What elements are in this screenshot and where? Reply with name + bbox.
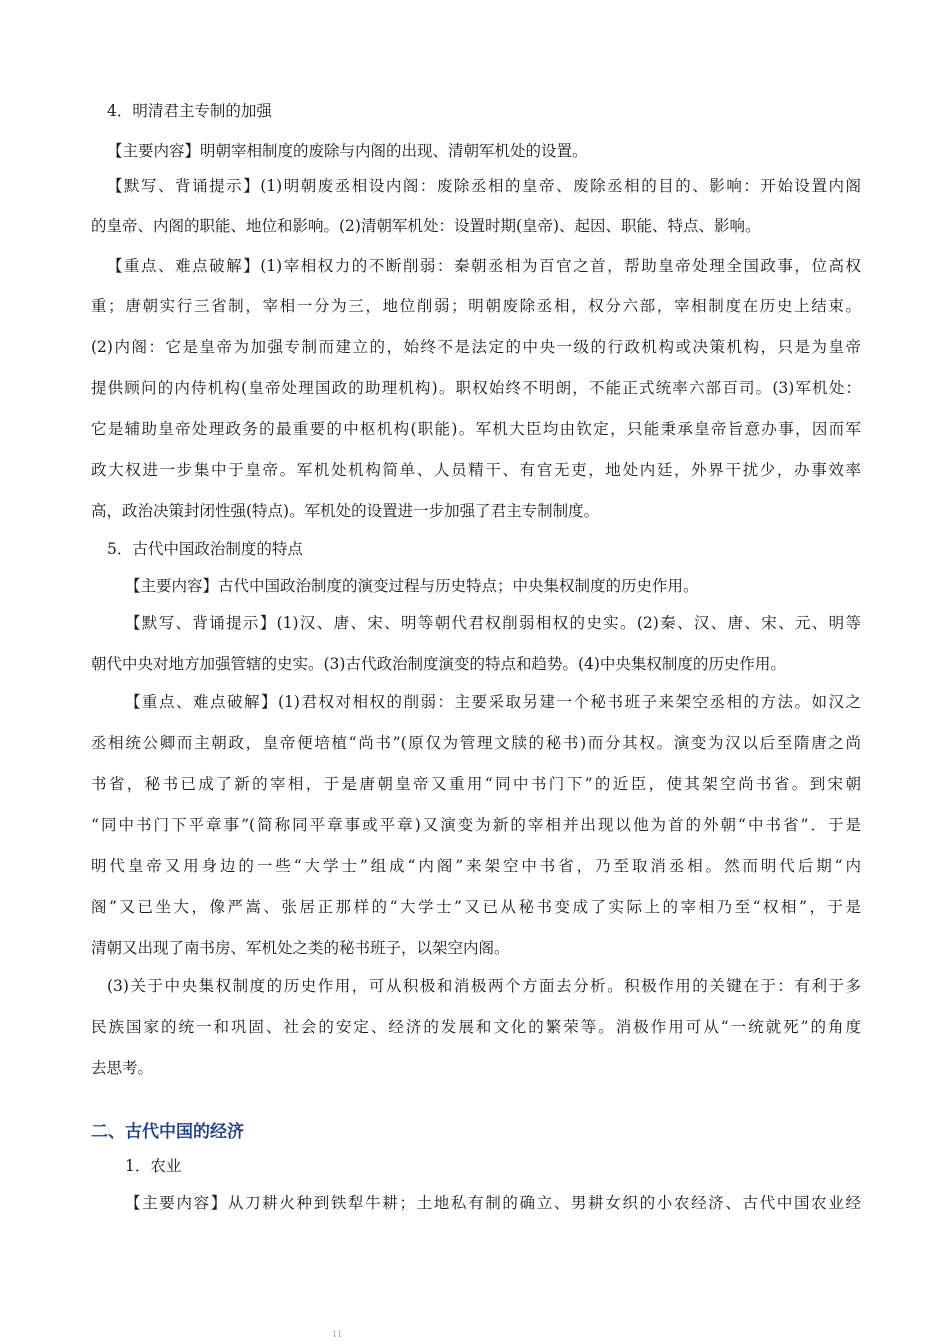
section-4-key-line-4: 提供顾问的内侍机构(皇帝处理国政的助理机构)。职权始终不明朗，不能正式统率六部百司。(3)军机处： xyxy=(91,379,861,397)
section-4-key-line-6: 政大权进一步集中于皇帝。军机处机构简单、人员精干、有官无吏，地处内廷，外界干扰少，办事效率 xyxy=(91,461,861,479)
section-5-key-line-5: 明代皇帝又用身边的一些“大学士”组成“内阁”来架空中书省，乃至取消丞相。然而明代后期“内 xyxy=(91,857,861,875)
section-5-key-line-2: 丞相统公卿而主朝政，皇帝便培植“尚书”(原仅为管理文牍的秘书)而分其权。演变为汉以后至隋唐之尚 xyxy=(91,734,861,752)
section-4-key-line-5: 它是辅助皇帝处理政务的最重要的中枢机构(职能)。军机大臣均由钦定，只能秉承皇帝旨意办事，因而军 xyxy=(91,420,861,438)
page-number-mark: 11 xyxy=(332,1330,343,1339)
section-5-key-line-4: “同中书门下平章事”(简称同平章事或平章)又演变为新的宰相并出现以他为首的外朝“中书省”．于是 xyxy=(91,816,861,834)
part-2-heading: 二、古代中国的经济 xyxy=(91,1122,244,1142)
section-5-key-line-3: 书省，秘书已成了新的宰相，于是唐朝皇帝又重用“同中书门下”的近臣，使其架空尚书省。到宋朝 xyxy=(91,775,861,793)
section-4-heading: 4．明清君主专制的加强 xyxy=(107,102,272,120)
section-5-main-content: 【主要内容】古代中国政治制度的演变过程与历史特点；中央集权制度的历史作用。 xyxy=(125,577,699,595)
section-4-key-line-1: 【重点、难点破解】(1)宰相权力的不断削弱：秦朝丞相为百官之首，帮助皇帝处理全国政事，位高权 xyxy=(107,257,861,275)
section-5-heading: 5．古代中国政治制度的特点 xyxy=(107,540,303,558)
part-2-main-content: 【主要内容】从刀耕火种到铁犁牛耕；土地私有制的确立、男耕女织的小农经济、古代中国农业经 xyxy=(125,1194,861,1212)
section-5-key-line-6: 阁”又已坐大，像严嵩、张居正那样的“大学士”又已从秘书变成了实际上的宰相乃至“权相”，于是 xyxy=(91,898,861,916)
section-4-key-line-7: 高，政治决策封闭性强(特点)。军机处的设置进一步加强了君主专制制度。 xyxy=(91,502,600,520)
section-5-recite-line-1: 【默写、背诵提示】(1)汉、唐、宋、明等朝代君权削弱相权的史实。(2)秦、汉、唐、宋、元、明等 xyxy=(125,614,861,632)
section-5-key-line-1: 【重点、难点破解】(1)君权对相权的削弱：主要采取另建一个秘书班子来架空丞相的方法。如汉之 xyxy=(125,693,861,711)
part-2-subheading: 1．农业 xyxy=(125,1157,182,1175)
section-5-key-line-7: 清朝又出现了南书房、军机处之类的秘书班子，以架空内阁。 xyxy=(91,939,510,957)
section-4-key-line-3: (2)内阁：它是皇帝为加强专制而建立的，始终不是法定的中央一级的行政机构或决策机构，只是为皇帝 xyxy=(91,338,861,356)
section-5-point3-line-1: (3)关于中央集权制度的历史作用，可从积极和消极两个方面去分析。积极作用的关键在于：有利于多 xyxy=(107,977,861,995)
section-4-main-content: 【主要内容】明朝宰相制度的废除与内阁的出现、清朝军机处的设置。 xyxy=(107,142,588,160)
section-5-point3-line-3: 去思考。 xyxy=(91,1059,154,1077)
section-5-point3-line-2: 民族国家的统一和巩固、社会的安定、经济的发展和文化的繁荣等。消极作用可从“一统就死”的角度 xyxy=(91,1018,861,1036)
section-4-key-line-2: 重；唐朝实行三省制，宰相一分为三，地位削弱；明朝废除丞相，权分六部，宰相制度在历史上结束。 xyxy=(91,297,861,315)
section-4-recite-line-1: 【默写、背诵提示】(1)明朝废丞相设内阁：废除丞相的皇帝、废除丞相的目的、影响：开始设置内阁 xyxy=(107,177,861,195)
section-4-recite-line-2: 的皇帝、内阁的职能、地位和影响。(2)清朝军机处：设置时期(皇帝)、起因、职能、特点、影响。 xyxy=(91,217,761,235)
section-5-recite-line-2: 朝代中央对地方加强管辖的史实。(3)古代政治制度演变的特点和趋势。(4)中央集权制度的历史作用。 xyxy=(91,655,786,673)
